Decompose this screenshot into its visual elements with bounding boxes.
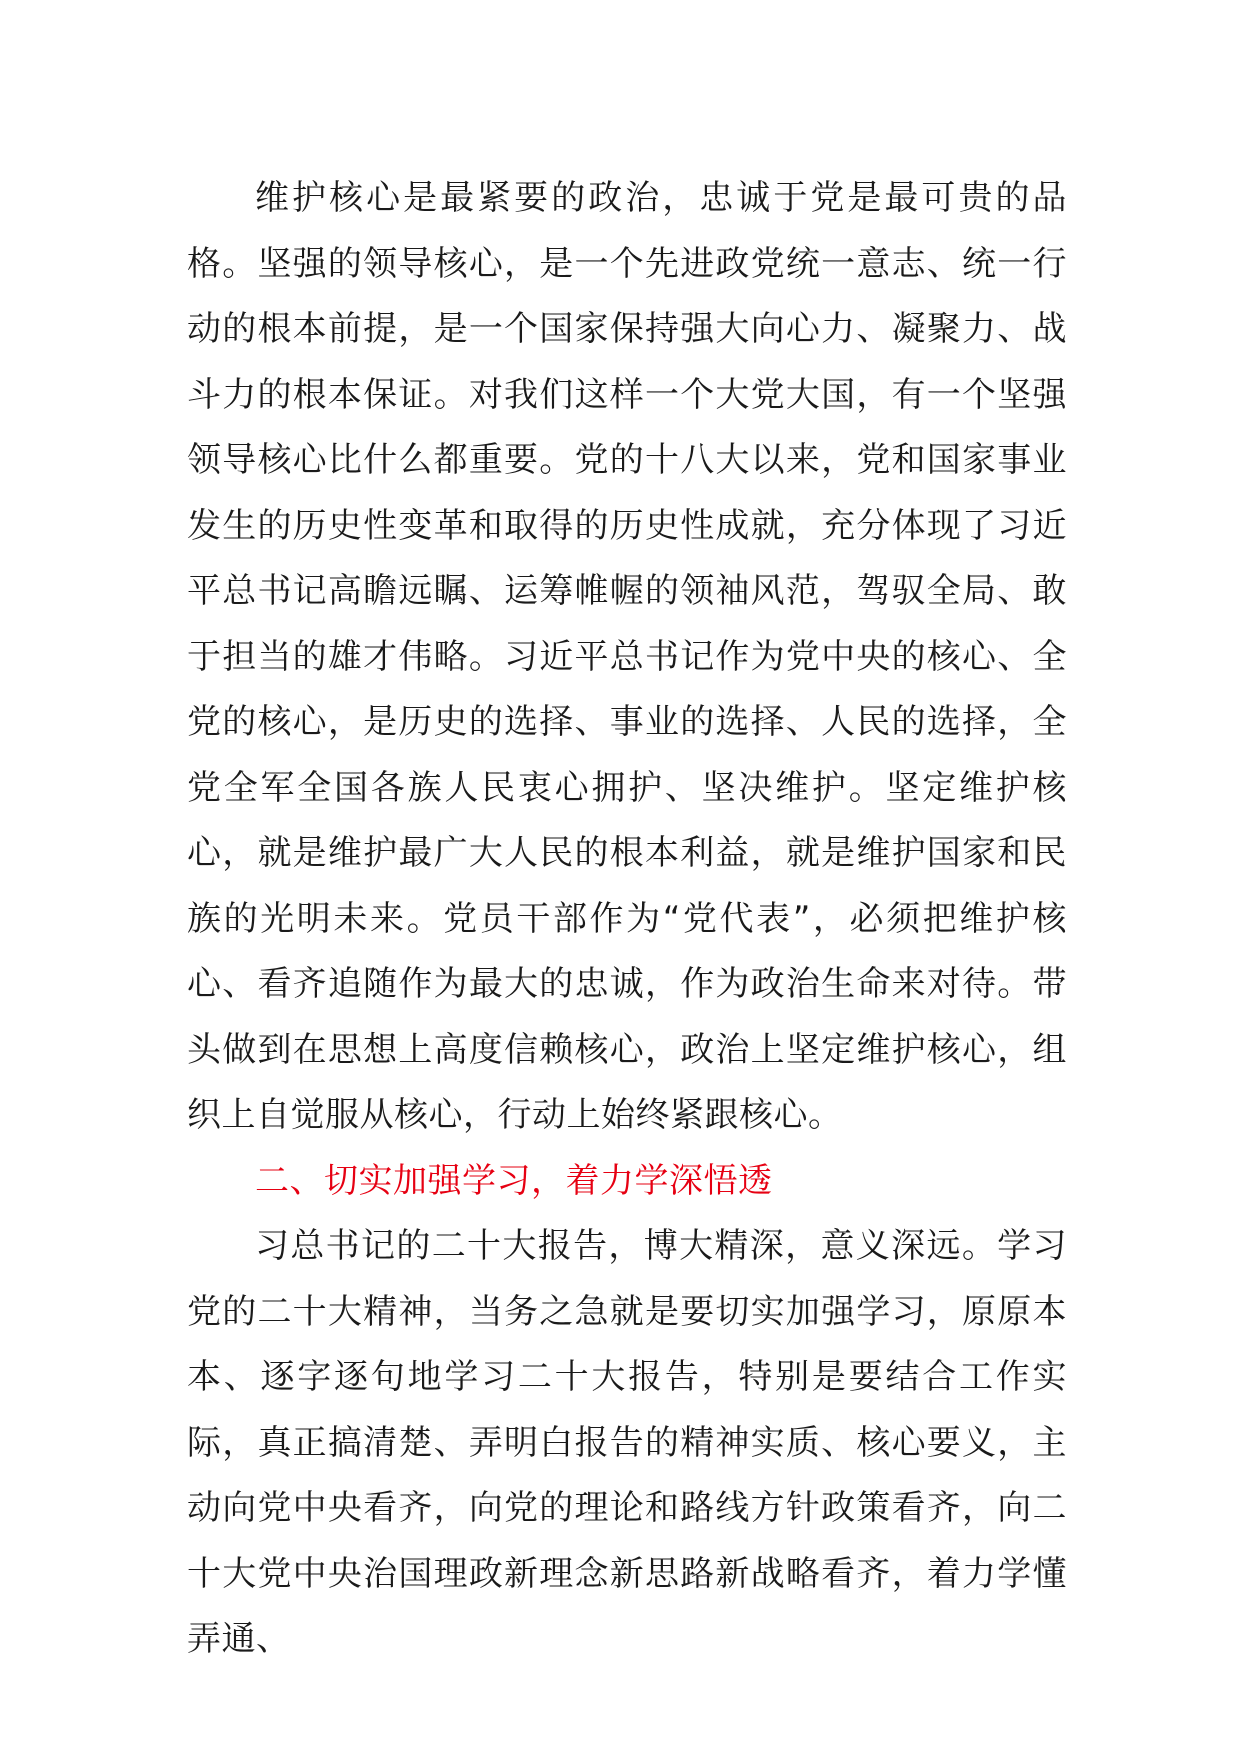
document-body [187,166,1067,1673]
paragraph-study: 习总书记的二十大报告，博大精深，意义深远。学习党的二十大精神，当务之急就是要切实加强学习，原原本本、逐字逐句地学习二十大报告，特别是要结合工作实际，真正搞清楚、弄明白报告的精神实质、核心要义，主动向党中央看齐，向党的理论和路线方针政策看齐，向二十大党中央治国理政新理念新思路新战略看齐，着力学懂弄通、 [187,1226,1067,1659]
section-heading: 二、切实加强学习，着力学深悟透 [255,1160,773,1201]
paragraph-core-loyalty: 维护核心是最紧要的政治，忠诚于党是最可贵的品格。坚强的领导核心，是一个先进政党统一意志、统一行动的根本前提，是一个国家保持强大向心力、凝聚力、战斗力的根本保证。对我们这样一个大党大国，有一个坚强领导核心比什么都重要。党的十八大以来，党和国家事业发生的历史性变革和取得的历史性成就，充分体现了习近平总书记高瞻远瞩、运筹帷幄的领袖风范，驾驭全局、敢于担当的雄才伟略。习近平总书记作为党中央的核心、全党的核心，是历史的选择、事业的选择、人民的选择，全党全军全国各族人民衷心拥护、坚决维护。坚定维护核心，就是维护最广大人民的根本利益，就是维护国家和民族的光明未来。党员干部作为“党代表”，必须把维护核心、看齐追随作为最大的忠诚，作为政治生命来对待。带头做到在思想上高度信赖核心，政治上坚定维护核心，组织上自觉服从核心，行动上始终紧跟核心。 [187,178,1067,1135]
